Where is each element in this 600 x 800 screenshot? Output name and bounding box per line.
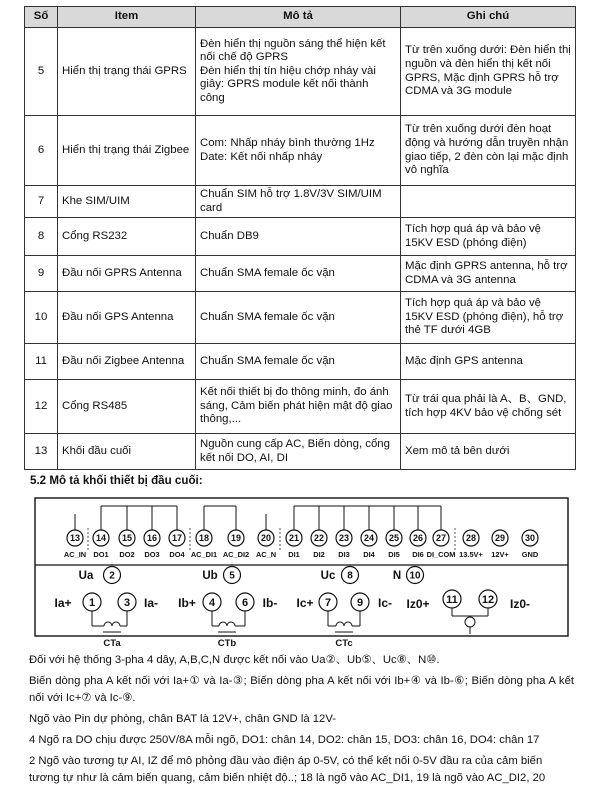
voltage-terminal-2-number: 2 bbox=[109, 570, 115, 582]
table-header-row bbox=[25, 7, 576, 28]
cell-no: 12 bbox=[25, 380, 58, 434]
table-row bbox=[25, 256, 576, 292]
cell-item: Đầu nối Zigbee Antenna bbox=[58, 344, 196, 380]
paragraph-ai bbox=[29, 753, 574, 787]
terminal-label-27: DI_COM bbox=[426, 550, 456, 559]
cell-desc: Chuẩn SIM hỗ trợ 1.8V/3V SIM/UIM card bbox=[196, 186, 401, 218]
iz-plus-label: Iz0+ bbox=[406, 597, 430, 611]
terminal-label-24: DI4 bbox=[363, 550, 375, 559]
ct-label-cta: CTa bbox=[103, 638, 121, 648]
terminal-13-number: 13 bbox=[69, 533, 81, 544]
table-row bbox=[25, 344, 576, 380]
terminal-label-16: DO3 bbox=[144, 550, 160, 559]
paragraph-current: Biến dòng pha A kết nối với Ia+① và Ia-③; Biến dòng pha A kết nối với Ib+④ và Ib-⑥; Biến dòng pha A kết nối với Ic+⑦ và Ic-⑨. bbox=[29, 675, 574, 704]
cell-note: Mặc định GPRS antenna, hỗ trợ CDMA và 3G antenna bbox=[401, 256, 576, 292]
terminal-label-14: DO1 bbox=[93, 550, 109, 559]
voltage-label-n: N bbox=[392, 570, 402, 582]
cell-item: Cổng RS485 bbox=[58, 380, 196, 434]
table-row bbox=[25, 292, 576, 344]
cell-desc bbox=[196, 116, 401, 186]
paragraph-ai-line1: 2 Ngõ vào tương tự AI, IZ để mô phỏng đầu vào điện áp 0-5V, có thể kết nối 0-5V đầu ra của cảm biến bbox=[29, 755, 543, 767]
cell-desc: Chuẩn DB9 bbox=[196, 218, 401, 256]
cell-desc bbox=[196, 28, 401, 116]
cell-no: 6 bbox=[25, 116, 58, 186]
terminal-30-number: 30 bbox=[524, 533, 536, 544]
cell-desc: Nguồn cung cấp AC, Biến dòng, cổng kết nối DO, AI, DI bbox=[196, 434, 401, 470]
cell-no: 11 bbox=[25, 344, 58, 380]
terminal-label-17: DO4 bbox=[169, 550, 185, 559]
current-plus-label: Ic+ bbox=[296, 596, 314, 610]
cell-note: Mặc định GPS antenna bbox=[401, 344, 576, 380]
terminal-20-number: 20 bbox=[260, 533, 272, 544]
voltage-terminal-10-number: 10 bbox=[409, 570, 421, 582]
spec-table bbox=[24, 6, 576, 470]
cell-no: 8 bbox=[25, 218, 58, 256]
section-title: 5.2 Mô tả khối thiết bị đầu cuối: bbox=[30, 474, 203, 487]
col-header-desc: Mô tả bbox=[196, 7, 401, 28]
terminal-label-20: AC_N bbox=[255, 550, 277, 559]
terminal-16-number: 16 bbox=[146, 533, 158, 544]
terminal-label-23: DI3 bbox=[338, 550, 350, 559]
desc-line: Đèn hiển thị tín hiệu chớp nháy vài giây: GPRS module kết nối thành công bbox=[200, 64, 376, 104]
desc-line: Com: Nhấp nháy bình thường 1Hz bbox=[200, 136, 375, 149]
terminal-29-number: 29 bbox=[494, 533, 506, 544]
terminal-27-number: 27 bbox=[435, 533, 447, 544]
terminal-26-number: 26 bbox=[412, 533, 424, 544]
ct-coil bbox=[336, 622, 352, 626]
terminal-17-number: 17 bbox=[171, 533, 183, 544]
cell-note: Từ trên xuống dưới đèn hoạt động và hướng dẫn truyền nhận giao tiếp, 2 đèn còn lại mặc định vô nghĩa bbox=[401, 116, 576, 186]
col-header-note: Ghi chú bbox=[401, 7, 576, 28]
table-row bbox=[25, 186, 576, 218]
current-minus-label: Ic- bbox=[377, 596, 393, 610]
ct-coil bbox=[104, 622, 120, 626]
paragraph-ai-line2: tương tự như là cảm biến quang, cảm biến nhiệt độ..; 18 là ngõ vào AC_DI1, 19 là ngõ vào AC_DI2, 20 bbox=[29, 772, 546, 784]
terminal-18-number: 18 bbox=[198, 533, 210, 544]
terminal-label-28: 13.5V+ bbox=[459, 550, 483, 559]
paragraph-battery: Ngõ vào Pin dự phòng, chân BAT là 12V+, chân GND là 12V- bbox=[29, 713, 337, 725]
iz-minus-label: Iz0- bbox=[509, 597, 531, 611]
table-row bbox=[25, 28, 576, 116]
current-terminal-3-number: 3 bbox=[123, 596, 131, 609]
current-terminal-1-number: 1 bbox=[88, 596, 96, 609]
cell-item: Đầu nối GPRS Antenna bbox=[58, 256, 196, 292]
current-terminal-7-number: 7 bbox=[324, 596, 332, 609]
cell-desc: Chuẩn SMA female ốc vặn bbox=[196, 256, 401, 292]
terminal-label-30: GND bbox=[521, 550, 539, 559]
current-plus-label: Ia+ bbox=[54, 596, 72, 610]
terminal-24-number: 24 bbox=[363, 533, 375, 544]
terminal-label-18: AC_DI1 bbox=[190, 550, 218, 559]
current-minus-label: Ib- bbox=[262, 596, 278, 610]
cell-no: 13 bbox=[25, 434, 58, 470]
paragraph-voltage: Đối với hệ thống 3-pha 4 dây, A,B,C,N được kết nối vào Ua②、Ub⑤、Uc⑧、N⑩. bbox=[29, 654, 440, 666]
cell-item: Hiển thị trạng thái GPRS bbox=[58, 28, 196, 116]
paragraph-do: 4 Ngõ ra DO chịu được 250V/8A mỗi ngõ, DO1: chân 14, DO2: chân 15, DO3: chân 16, DO4: chân 17 bbox=[29, 734, 540, 746]
cell-no: 7 bbox=[25, 186, 58, 218]
col-header-no: Số bbox=[25, 7, 58, 28]
table-row bbox=[25, 380, 576, 434]
cell-note: Xem mô tả bên dưới bbox=[401, 434, 576, 470]
voltage-terminal-8-number: 8 bbox=[347, 570, 353, 582]
terminal-label-29: 12V+ bbox=[491, 550, 509, 559]
iz-sensor-symbol bbox=[465, 617, 475, 627]
iz-terminal-12-number: 12 bbox=[481, 593, 495, 606]
terminal-label-15: DO2 bbox=[119, 550, 135, 559]
terminal-14-number: 14 bbox=[95, 533, 107, 544]
iz-terminal-11-number: 11 bbox=[446, 593, 458, 606]
table-row bbox=[25, 434, 576, 470]
terminal-15-number: 15 bbox=[121, 533, 133, 544]
table-row bbox=[25, 218, 576, 256]
cell-no: 9 bbox=[25, 256, 58, 292]
terminal-block-diagram bbox=[0, 488, 600, 648]
cell-item: Cổng RS232 bbox=[58, 218, 196, 256]
cell-item: Khe SIM/UIM bbox=[58, 186, 196, 218]
terminal-label-25: DI5 bbox=[388, 550, 400, 559]
cell-item: Khối đầu cuối bbox=[58, 434, 196, 470]
ct-label-ctb: CTb bbox=[217, 638, 237, 648]
cell-desc: Chuẩn SMA female ốc vặn bbox=[196, 292, 401, 344]
cell-item: Hiển thị trạng thái Zigbee bbox=[58, 116, 196, 186]
cell-note: Tích hợp quá áp và bảo vệ 15KV ESD (phóng điện), hỗ trợ thẻ TF dưới 4GB bbox=[401, 292, 576, 344]
desc-line: Date: Kết nối nhấp nháy bbox=[200, 150, 323, 163]
terminal-25-number: 25 bbox=[388, 533, 400, 544]
cell-note: Tích hợp quá áp và bảo vệ 15KV ESD (phóng điện) bbox=[401, 218, 576, 256]
terminal-21-number: 21 bbox=[288, 533, 300, 544]
cell-no: 10 bbox=[25, 292, 58, 344]
ct-label-ctc: CTc bbox=[335, 638, 353, 648]
terminal-label-26: DI6 bbox=[412, 550, 424, 559]
cell-note: Từ trái qua phải là A、B、GND, tích hợp 4KV bảo vệ chống sét bbox=[401, 380, 576, 434]
current-plus-label: Ib+ bbox=[178, 596, 196, 610]
current-terminal-9-number: 9 bbox=[356, 596, 364, 609]
current-terminal-6-number: 6 bbox=[241, 596, 249, 609]
voltage-label-uc: Uc bbox=[320, 570, 336, 582]
terminal-label-19: AC_DI2 bbox=[222, 550, 250, 559]
ct-coil bbox=[219, 622, 235, 626]
cell-desc: Kết nối thiết bị đo thông minh, đo ánh sáng, Cảm biến phát hiện mật độ giao thông,... bbox=[196, 380, 401, 434]
current-minus-label: Ia- bbox=[143, 596, 159, 610]
cell-note: Từ trên xuống dưới: Đèn hiển thị nguồn và đèn hiển thị kết nối GPRS, Mặc định GPRS hỗ trợ CDMA và 3G module bbox=[401, 28, 576, 116]
cell-no: 5 bbox=[25, 28, 58, 116]
col-header-item: Item bbox=[58, 7, 196, 28]
cell-note bbox=[401, 186, 576, 218]
terminal-19-number: 19 bbox=[230, 533, 242, 544]
terminal-23-number: 23 bbox=[338, 533, 350, 544]
cell-desc: Chuẩn SMA female ốc vặn bbox=[196, 344, 401, 380]
voltage-label-ub: Ub bbox=[202, 570, 218, 582]
terminal-label-21: DI1 bbox=[288, 550, 300, 559]
voltage-label-ua: Ua bbox=[78, 570, 94, 582]
terminal-28-number: 28 bbox=[465, 533, 477, 544]
terminal-label-13: AC_IN bbox=[63, 550, 87, 559]
terminal-label-22: DI2 bbox=[313, 550, 325, 559]
table-row bbox=[25, 116, 576, 186]
terminal-22-number: 22 bbox=[313, 533, 325, 544]
cell-item: Đầu nối GPS Antenna bbox=[58, 292, 196, 344]
current-terminal-4-number: 4 bbox=[208, 596, 216, 609]
desc-line: Đèn hiển thị nguồn sáng thể hiện kết nối chế độ GPRS bbox=[200, 37, 386, 64]
voltage-terminal-5-number: 5 bbox=[229, 570, 235, 582]
